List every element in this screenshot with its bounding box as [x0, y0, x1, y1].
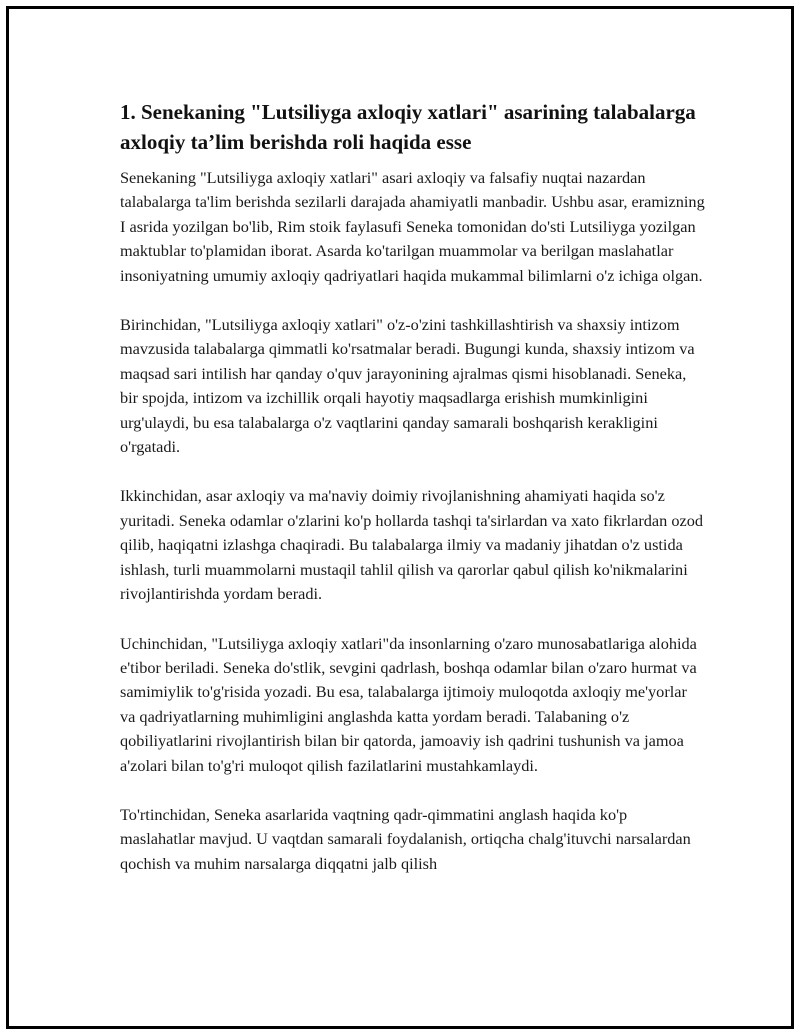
- document-body: [120, 97, 706, 876]
- document-title: 1. Senekaning "Lutsiliyga axloqiy xatlari" asarining talabalarga axloqiy ta’lim berishda roli haqida esse: [120, 100, 696, 154]
- paragraph-third: Uchinchidan, "Lutsiliyga axloqiy xatlari"da insonlarning o'zaro munosabatlariga alohida e'tibor beriladi. Seneka do'stlik, sevgini qadrlash, boshqa odamlar bilan o'zaro hurmat va samimiylik to'g'risida yozadi. Bu esa, talabalarga ijtimoiy muloqotda axloqiy me'yorlar va qadriyatlarning muhimligini anglashda katta yordam beradi. Talabaning o'z qobiliyatlarini rivojlantirish bilan bir qatorda, jamoaviy ish qadrini tushunish va jamoa a'zolari bilan to'g'ri muloqot qilish fazilatlarini mustahkamlaydi.: [120, 633, 697, 775]
- paragraph-fourth: To'rtinchidan, Seneka asarlarida vaqtning qadr-qimmatini anglash haqida ko'p maslahatlar mavjud. U vaqtdan samarali foydalanish, ortiqcha chalg'ituvchi narsalardan qochish va muhim narsalarga diqqatni jalb qilish: [120, 804, 691, 873]
- paragraph-intro: Senekaning "Lutsiliyga axloqiy xatlari" asari axloqiy va falsafiy nuqtai nazardan talabalarga ta'lim berishda sezilarli darajada ahamiyatli manbadir. Ushbu asar, eramizning I asrida yozilgan bo'lib, Rim stoik faylasufi Seneka tomonidan do'sti Lutsiliyga yozilgan maktublar to'plamidan iborat. Asarda ko'tarilgan muammolar va berilgan maslahatlar insoniyatning umumiy axloqiy qadriyatlari haqida mukammal bilimlarni o'z ichiga olgan.: [120, 168, 705, 285]
- paragraph-second: Ikkinchidan, asar axloqiy va ma'naviy doimiy rivojlanishning ahamiyati haqida so'z yuritadi. Seneka odamlar o'zlarini ko'p hollarda tashqi ta'sirlardan va xato fikrlardan ozod qilib, haqiqatni izlashga chaqiradi. Bu talabalarga ilmiy va madaniy jihatdan o'z ustida ishlash, turli muammolarni mustaqil tahlil qilish va qarorlar qabul qilish ko'nikmalarini rivojlantirishda yordam beradi.: [120, 486, 703, 604]
- page-frame: [6, 6, 794, 1029]
- paragraph-first: Birinchidan, "Lutsiliyga axloqiy xatlari" o'z-o'zini tashkillashtirish va shaxsiy intizom mavzusida talabalarga qimmatli ko'rsatmalar beradi. Bugungi kunda, shaxsiy intizom va maqsad sari intilish har qanday o'quv jarayonining ajralmas qismi hisoblanadi. Seneka, bir spojda, intizom va izchillik orqali hayotiy maqsadlarga erishish mumkinligini urg'ulaydi, bu esa talabalarga o'z vaqtlarini qanday samarali boshqarish kerakligini o'rgatadi.: [120, 315, 695, 457]
